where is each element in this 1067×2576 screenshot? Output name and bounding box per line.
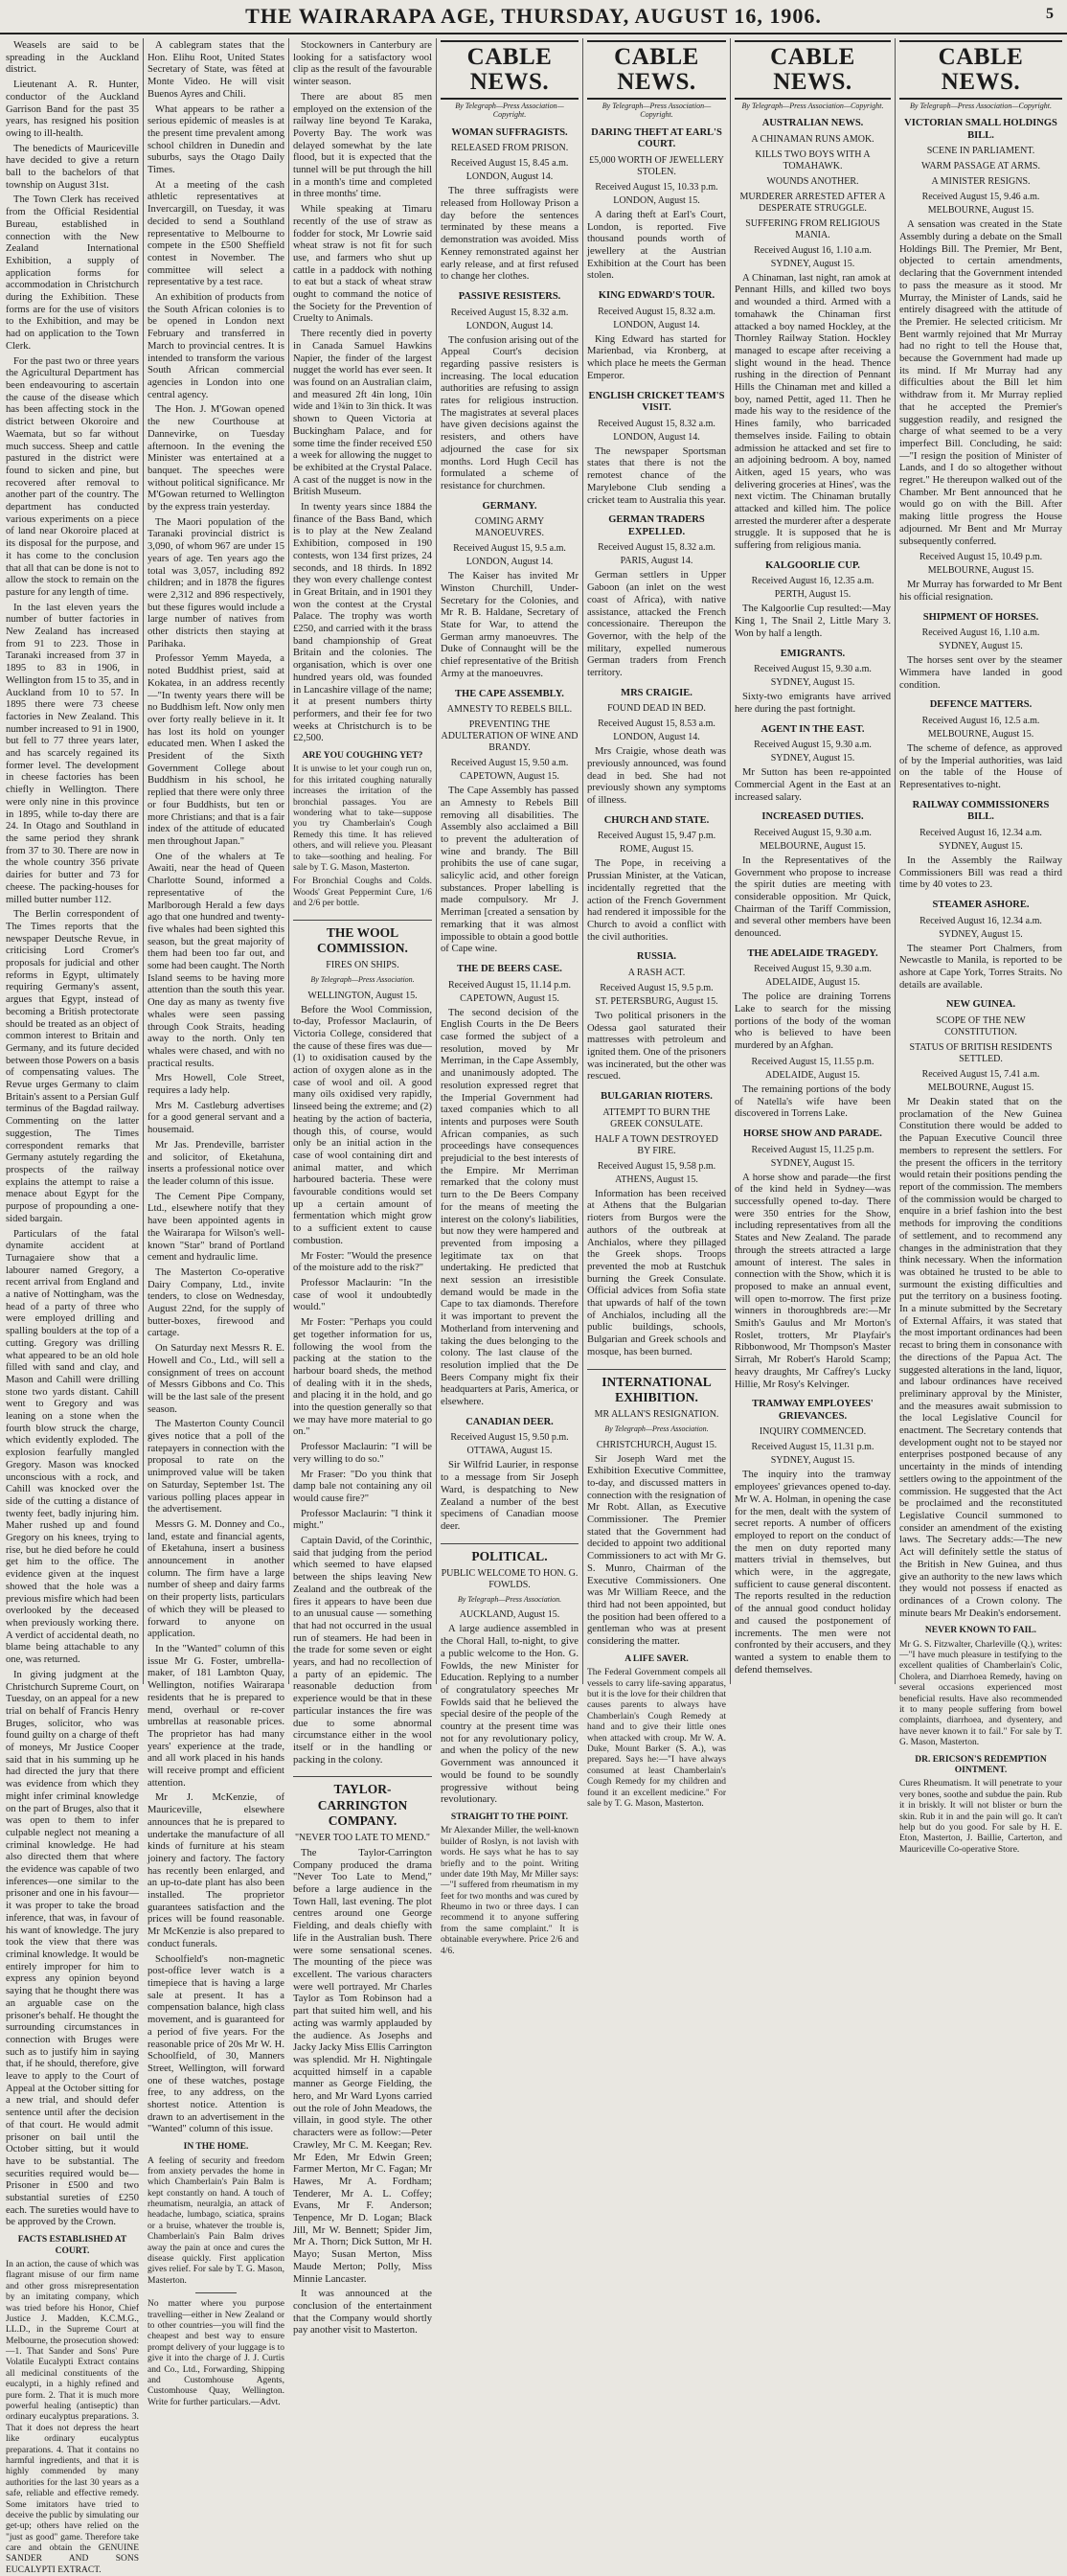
- dateline: MELBOURNE, August 15.: [927, 1083, 1034, 1094]
- byline: By Telegraph—Press Association.: [604, 1424, 709, 1433]
- dateline: ATHENS, August 15.: [615, 1174, 698, 1185]
- subheading: SUFFERING FROM RELIGIOUS MANIA.: [745, 217, 880, 240]
- story-heading: KING EDWARD'S TOUR.: [598, 290, 715, 302]
- received-line: Received August 15, 8.32 a.m.: [598, 306, 715, 317]
- column-3: [293, 40, 432, 2337]
- dateline: LONDON, August 14.: [613, 732, 700, 743]
- advertisement: It is unwise to let your cough run on, for this irritated coughing naturally increases the irritation of the bronchial passages. You are wondering what to take—suppose you try Chamberlain's Cough Remedy this time. It has relieved others, and will relieve you. Pleasant to take—soothing and healing. For sale by T. G. Mason, Masterton.: [293, 764, 432, 873]
- ad-heading: A LIFE SAVER.: [624, 1653, 689, 1664]
- story-heading: THE DE BEERS CASE.: [457, 964, 562, 974]
- paragraph: In giving judgment at the Christchurch Supreme Court, on Tuesday, on an appeal for a new trial on behalf of Francis Henry Bruges, solicitor, who was found guilty on a charge of theft of moneys, Mr Justice Cooper said that in his summing up he had directed the jury that there was evidence from which they might infer criminal knowledge on the part of Bruges, also that it was open to them to infer culpable neglect not meaning a criminal knowledge. He had also directed them that where the evidence was capable of two inferences—one similar to the prisoner and one in his favour—it was proper to take the broad inference, that was, in favour of his want of knowledge. The jury took the view that there was criminal knowledge. It would be entirely improper for him to express any opinion beyond saying that he thought there was an arguable case on the prisoner's behalf. He thought the surrounding circumstances in connection with Bruges were such as to justify him in saying that, if he should, therefore, give leave to apply to the Court of Appeal at the October sitting for a new trial, and should defer sentence until after the decision of that court. He would admit prisoner on bail until the October sitting, but it would have to be substantial. The securities required would be—Prisoner in £500 and two substantial sureties of £250 each. The sureties would have to be approved by the Crown.: [6, 1669, 139, 2228]
- column-5: [587, 40, 726, 1809]
- paragraph: The police are draining Torrens Lake to search for the missing portions of the body of the woman who is believed to have been murdered by an Afghan.: [735, 992, 891, 1052]
- paragraph: A horse show and parade—the first of the kind held in Sydney—was successfully opened to-day. There were 350 entries for the Show, including representatives from all the States and New Zealand. The parade through the streets attracted a large amount of interest. The sales in connection with the Show, which it is proposed to make an annual event, will open to-morrow. The first prize winners in thoroughbreds are:—Mr Smith's Gaulus and Mr Morton's Roslet, trotters, Mr Playfair's Ribbonwood, Mr Thompson's Master Sirrah, Mr Robert's Harold Scamp; heavy draughts, Mr Caffrey's Lucky Hillie, Mr Rosy's Kelvinger.: [735, 1172, 891, 1390]
- dateline: SYDNEY, August 15.: [770, 258, 855, 269]
- cable-news-heading: CABLE NEWS.: [441, 40, 579, 100]
- paragraph: An exhibition of products from the South African colonies is to be opened in London next February and transferred in March to provincial centres. It is intended to transform the various South African commercial agencies in London into one central agency.: [148, 292, 284, 400]
- story-heading: HORSE SHOW AND PARADE.: [743, 1128, 882, 1139]
- story-heading: RUSSIA.: [636, 951, 677, 963]
- subheading: £5,000 WORTH OF JEWELLERY STOLEN.: [589, 154, 724, 177]
- subheading: INQUIRY COMMENCED.: [759, 1426, 867, 1438]
- received-line: Received August 15, 8.32 a.m.: [598, 542, 715, 554]
- section-heading: POLITICAL.: [441, 1543, 579, 1564]
- dateline: CAPETOWN, August 15.: [460, 992, 559, 1004]
- dateline: CHRISTCHURCH, August 15.: [596, 1439, 717, 1450]
- byline: By Telegraph—Press Association—Copyright.: [741, 101, 884, 110]
- received-line: Received August 16, 1.10 a.m.: [754, 244, 872, 256]
- received-line: Received August 15, 8.32 a.m.: [598, 418, 715, 429]
- paragraph: The Berlin correspondent of The Times reports that the newspaper Deutsche Revue, in criticising Lord Cromer's proposals for judicial and other reforms in Egypt, ultimately requiring Germany's assent, argues that Egypt, instead of becoming a British protectorate should be treated as an object of common interest to Britain and Germany, and its future decided between those Powers on a basis of compensating values. The Revue urges Germany to claim Britain's assent to a Persian Gulf terminus of the Bagdad railway. Commenting on the latter suggestion, The Times correspondent remarks that Germany astutely regarding the prospects of the railway explains the attempt to raise a menace about Egypt for the purpose of propounding a one-sided bargain.: [6, 909, 139, 1224]
- subheading: SCOPE OF THE NEW CONSTITUTION.: [936, 1015, 1026, 1038]
- subheading: KILLS TWO BOYS WITH A TOMAHAWK.: [755, 148, 871, 171]
- dateline: SYDNEY, August 15.: [770, 1157, 855, 1169]
- section-heading: INTERNATIONAL EXHIBITION.: [587, 1369, 726, 1405]
- section-heading: TAYLOR-CARRINGTON COMPANY.: [293, 1776, 432, 1829]
- divider: [195, 2292, 237, 2293]
- paragraph: The Cement Pipe Company, Ltd., elsewhere notify that they have been appointed agents in the Wairarapa for Wilson's well-known "Star" brand of Portland cement and hydraulic lime.: [148, 1191, 284, 1264]
- byline: By Telegraph—Press Association—Copyright.: [910, 101, 1052, 110]
- paragraph: The three suffragists were released from Holloway Prison a day before the sentences terminated by these means a demonstration was avoided. Miss Kenney remonstrated against her early release, and at first refused to change her clothes.: [441, 186, 579, 283]
- column-4: [441, 40, 579, 1956]
- story-heading: EMIGRANTS.: [780, 648, 846, 659]
- subheading: PREVENTING THE ADULTERATION OF WINE AND BRANDY.: [441, 719, 579, 754]
- paragraph: Mr Foster: "Perhaps you could get together information for us, following the wool from the packing at the station to the harbour board sheds, the method of dealing with it in the sheds, and placing it in the hold, and go into the question generally so that we may have more material to go on.": [293, 1317, 432, 1438]
- ad-heading: NEVER KNOWN TO FAIL.: [924, 1626, 1037, 1636]
- story-heading: VICTORIAN SMALL HOLDINGS BILL.: [904, 118, 1057, 141]
- subheading: A RASH ACT.: [627, 967, 686, 978]
- ad-heading: ARE YOU COUGHING YET?: [302, 751, 423, 762]
- paragraph: In the Representatives of the Government who propose to increase the spirit duties are meeting with considerable opposition. Mr Quick, Chairman of the Tariff Commission, and several other members have been denounced.: [735, 855, 891, 940]
- column-rule: [436, 38, 437, 1684]
- subheading: STATUS OF BRITISH RESIDENTS SETTLED.: [909, 1042, 1053, 1065]
- subheading: HALF A TOWN DESTROYED BY FIRE.: [595, 1133, 718, 1156]
- received-line: Received August 15, 8.53 a.m.: [598, 718, 715, 730]
- paragraph: For the past two or three years the Agricultural Department has been endeavouring to ascertain the cause of the disease which has been affecting stock in the district between Okoroire and Waemata, but so far without much success. Sheep and cattle pastured in the district were found to sicken and pine, but recovered after removal to another part of the country. The department has conducted various experiments on a piece of land near Okoroire placed at its disposal for the purpose, and it has come to the conclusion that all that can be done is not to allow the stock to remain on the pasture for any length of time.: [6, 355, 139, 598]
- received-line: Received August 15, 9.47 p.m.: [597, 831, 716, 842]
- column-rule: [730, 38, 731, 1684]
- dateline: MELBOURNE, August 15.: [927, 728, 1034, 740]
- story-heading: AUSTRALIAN NEWS.: [761, 118, 864, 129]
- received-line: Received August 15, 9.30 a.m.: [754, 964, 872, 975]
- column-rule: [143, 38, 144, 1684]
- advertisement: Mr Alexander Miller, the well-known builder of Roslyn, is not lavish with words. He says what he has to say briefly and to the point. Writing under date 19th May, Mr Miller says:—"I suffered from rheumatism in my feet for two months and was cured by Rheumo in two or three days. I can recommend it to anyone suffering from the same complaint." It is obtainable everywhere. Price 2/6 and 4/6.: [441, 1826, 579, 1956]
- column-1: [6, 40, 139, 2575]
- story-heading: CANADIAN DEER.: [465, 1416, 554, 1427]
- received-line: Received August 15, 8.32 a.m.: [450, 307, 569, 318]
- dateline: SYDNEY, August 15.: [939, 928, 1023, 940]
- dateline: PARIS, August 14.: [620, 556, 693, 567]
- received-line: Received August 15, 11.25 p.m.: [751, 1144, 874, 1155]
- paragraph: There are about 85 men employed on the extension of the railway line beyond Te Karaka, Poverty Bay. The work was delayed somewhat by the late flood, but it is expected that the tunnel will be put through the hill in a month's time and completed in three months' time.: [293, 91, 432, 200]
- dateline: LONDON, August 15.: [613, 194, 700, 206]
- column-2: [148, 40, 284, 2407]
- subheading: RELEASED FROM PRISON.: [450, 143, 569, 154]
- cable-news-heading: CABLE NEWS.: [587, 40, 726, 100]
- column-rule: [582, 38, 583, 1684]
- dateline: MELBOURNE, August 15.: [927, 565, 1034, 577]
- paragraph: Mrs M. Castleburg advertises for a good general servant and a housemaid.: [148, 1100, 284, 1136]
- paragraph: On Saturday next Messrs R. E. Howell and Co., Ltd., will sell a consignment of trees on account of Messrs Gibbons and Co. This will be the last sale of the present season.: [148, 1343, 284, 1415]
- subheading: MURDERER ARRESTED AFTER A DESPERATE STRUGGLE.: [739, 191, 886, 214]
- paragraph: Mr Murray has forwarded to Mr Bent his official resignation.: [899, 580, 1062, 603]
- paragraph: The steamer Port Chalmers, from Newcastle to Manila, is reported to be ashore at Cape York, Torres Straits. No details are available.: [899, 943, 1062, 991]
- page-number: 5: [1046, 6, 1054, 22]
- story-heading: INCREASED DUTIES.: [761, 811, 864, 823]
- subheading: FOUND DEAD IN BED.: [607, 703, 706, 715]
- story-heading: SHIPMENT OF HORSES.: [922, 611, 1039, 623]
- advertisement: Cures Rheumatism. It will penetrate to your very bones, soothe and subdue the pain. Rub it in briskly. It will not blister or burn the skin. Rub it in and the pain will go. It can't help but do you good. For sale by H. E. Eton, Masterton, J. Baillie, Carterton, and Mauriceville Co-operative Store.: [899, 1779, 1062, 1855]
- subheading: COMING ARMY MANOEUVRES.: [474, 516, 545, 539]
- column-7: [899, 40, 1062, 1855]
- byline: By Telegraph—Press Association—Copyright.: [455, 101, 564, 120]
- ad-heading: FACTS ESTABLISHED AT COURT.: [17, 2235, 127, 2256]
- subheading: FIRES ON SHIPS.: [326, 959, 399, 970]
- dateline: SYDNEY, August 15.: [770, 753, 855, 764]
- received-line: Received August 15, 11.31 p.m.: [751, 1442, 874, 1453]
- paragraph: Mr Foster: "Would the presence of the moisture add to the risk?": [293, 1250, 432, 1274]
- paragraph: The Taylor-Carrington Company produced the drama "Never Too Late to Mend," before a large audience in the Town Hall, last evening. The plot centres around one George Fielding, and deals chiefly with life in the Australian bush. There were some sensational scenes. The mounting of the piece was excellent. The various characters were well portrayed. Mr Charles Taylor as Tom Robinson had a part that suited him well, and his acting was warmly applauded by the audience. As Josephs and Jacky Jacky Miss Ellis Carrington was splendid. Mr H. Nightingale acquitted himself in a capable manner as George Fielding, the hero, and Mr Ward Lyons carried out the role of John Meadows, the villain, in good style. The other characters were as follow:—Peter Crawley, Mr C. M. Keegan; Rev. Mr Eden, Mr Edwin Green; Farmer Merton, Mr C. Fagan; Mr Hawes, Mr A. Fordham; Tenderer, Mr A. L. Coffey; Evans, Mr F. Anderson; Tenpence, Mr D. Logan; Black Jill, Mr W. Bennett; Spider Jim, Mr A. Thorn; Dick Sutton, Mr H. Mayo; Susan Merton, Miss Maude Merton; Polly, Miss Minnie Lancaster.: [293, 1847, 432, 2285]
- dateline: PERTH, August 15.: [774, 589, 851, 601]
- dateline: LONDON, August 14.: [613, 319, 700, 331]
- received-line: Received August 16, 1.10 a.m.: [921, 627, 1040, 639]
- paragraph: In twenty years since 1884 the finance of the Bass Band, which is to play at the New Zealand Exhibition, composed in 190 contests, won 134 first prizes, 24 seconds, and 18 thirds. In 1892 they won every challenge contest in Great Britain, and in 1901 they won the contest at the Crystal Palace. The trophy was worth £250, and carried with it the brass band championship of Great Britain and the colonies. The organisation, which is over one hundred years old, was founded in Lancashire village of the name; it at present numbers thirty performers, and their fee for two weeks at Christchurch is to be £2,500.: [293, 502, 432, 744]
- paragraph: The inquiry into the tramway employees' grievances opened to-day. Mr W. A. Holman, in opening the case for the men, dealt with the system of secret reports. A number of officers employed to report on the conduct of the men on duty reported many matters trivial in themselves, but which were, in the aggregate, sufficient to cause general discontent. The reports resulted in the reduction of the annual good conduct holiday and caused the postponement of increments. The men were not confronted by their accusers, and they wanted a system to enable them to defend themselves.: [735, 1470, 892, 1676]
- story-heading: THE CAPE ASSEMBLY.: [455, 688, 564, 699]
- paragraph: A cablegram states that the Hon. Elihu Root, United States Secretary of State, was fêted at Monte Video. He will visit Buenos Ayres and Chili.: [148, 40, 284, 100]
- received-line: Received August 16, 12.35 a.m.: [751, 576, 874, 587]
- received-line: Received August 16, 12.5 a.m.: [921, 715, 1040, 726]
- advertisement: No matter where you purpose travelling—either in New Zealand or to other countries—you will find the cheapest and best way to ensure prompt delivery of your luggage is to give it into the charge of J. J. Curtis and Co., Ltd., Forwarding, Shipping and Customhouse Agents, Customhouse Quay, Wellington. Write for further particulars.—Advt.: [148, 2299, 284, 2407]
- column-rule: [288, 38, 289, 1684]
- paragraph: The newspaper Sportsman states that there is not the remotest chance of the Marylebone Club sending a cricket team to Australia this year.: [587, 445, 726, 506]
- paragraph: The Hon. J. M'Gowan opened the new Courthouse at Dannevirke, on Tuesday afternoon. In the evening the Minister was entertained at a banquet. The speeches were without political significance. Mr M'Gowan returned to Wellington by the express train yesterday.: [148, 404, 284, 513]
- cable-news-heading: CABLE NEWS.: [899, 40, 1062, 100]
- dateline: CAPETOWN, August 15.: [460, 771, 559, 783]
- paragraph: A daring theft at Earl's Court, London, is reported. Five thousand pounds worth of jewellery at the Austrian Exhibition at the Court has been stolen.: [587, 209, 726, 282]
- column-6: [735, 40, 891, 1684]
- paragraph: The scheme of defence, as approved of by the Imperial authorities, was laid on the table of the House of Representatives to-night.: [899, 742, 1062, 791]
- subheading: PUBLIC WELCOME TO HON. G. FOWLDS.: [441, 1567, 579, 1590]
- paragraph: Professor Maclaurin: "I will be very willing to do so.": [293, 1442, 432, 1465]
- paragraph: The Cape Assembly has passed an Amnesty to Rebels Bill removing all disabilities. The Assembly also acclaimed a Bill to prevent the adulteration of wine and brandy. The Bill prohibits the use of cane sugar, salicylic acid, and other foreign substances. Proper labelling is made compulsory. Mr J. Merriman [created a sensation by remarking that it was almost impossible to obtain a good bottle of Cape wine.: [441, 786, 579, 955]
- paragraph: What appears to be rather a serious epidemic of measles is at the present time prevalent among school children in Dunedin and suburbs, says the Otago Daily Times.: [148, 103, 284, 176]
- dateline: OTTAWA, August 15.: [466, 1446, 553, 1457]
- dateline: SYDNEY, August 15.: [770, 677, 855, 689]
- story-heading: THE ADELAIDE TRAGEDY.: [747, 947, 878, 959]
- paragraph: Information has been received at Athens that the Bulgarian rioters from Burgos were the authors of the outbreak at Anchialos, where they pillaged the Greek shops. Troops prevented the mob at Rustchuk burning the Greek Consulate. Official advices from Sofia state that upwards of half of the town of Anchialos, including all the public buildings, schools, Bulgarian and Greek schools and mosque, has been burned.: [587, 1188, 726, 1357]
- ad-heading: DR. ERICSON'S REDEMPTION OINTMENT.: [915, 1754, 1047, 1775]
- byline: By Telegraph—Press Association.: [310, 974, 415, 984]
- received-line: Received August 15, 11.14 p.m.: [448, 979, 571, 991]
- received-line: Received August 15, 9.30 a.m.: [754, 664, 872, 675]
- story-heading: TRAMWAY EMPLOYEES' GRIEVANCES.: [752, 1399, 874, 1422]
- dateline: LONDON, August 14.: [465, 557, 554, 568]
- subheading: "NEVER TOO LATE TO MEND.": [294, 1832, 431, 1843]
- paragraph: The remaining portions of the body of Natella's wife have been discovered in Torrens Lake.: [735, 1083, 891, 1120]
- received-line: Received August 15, 11.55 p.m.: [751, 1056, 874, 1067]
- dateline: ADELAIDE, August 15.: [765, 977, 860, 989]
- paragraph: Professor Maclaurin: "In the case of wool it undoubtedly would.": [293, 1277, 432, 1313]
- story-heading: ENGLISH CRICKET TEAM'S VISIT.: [588, 390, 725, 414]
- paragraph: One of the whalers at Te Awaiti, near the head of Queen Charlotte Sound, informed a representative of the Marlborough Herald a few days ago that one hundred and twenty-five whales had been sighted this season, but the great majority of them had been too far out, and some had been caught. The North Island seems to be having more attention than the south this year. One day as many as twenty five whales were seen passing through Cook Straits, heading away to the north. Only ten whales were chased, and with no practical results.: [148, 851, 284, 1069]
- paragraph: Mr Jas. Prendeville, barrister and solicitor, of Eketahuna, inserts a professional notice over the leader column of this issue.: [148, 1139, 284, 1187]
- received-line: Received August 15, 9.5 a.m.: [453, 543, 566, 555]
- dateline: SYDNEY, August 15.: [770, 1455, 855, 1467]
- paragraph: At a meeting of the cash athletic representatives at Invercargill, on Tuesday, it was decided to send a Southland representative to Melbourne to compete in the £500 Sheffield contest in November. The committee will select a representative by a test race.: [148, 179, 284, 288]
- cable-news-heading: CABLE NEWS.: [735, 40, 891, 100]
- story-heading: STEAMER ASHORE.: [932, 900, 1030, 911]
- paragraph: Lieutenant A. R. Hunter, conductor of the Auckland Garrison Band for the past 35 years, has resigned his position owing to ill-health.: [6, 80, 139, 139]
- story-heading: DEFENCE MATTERS.: [929, 699, 1033, 711]
- story-heading: PASSIVE RESISTERS.: [458, 290, 561, 302]
- paragraph: Mrs Craigie, whose death was previously announced, was found dead in bed. She had not previously shown any symptoms of illness.: [587, 746, 726, 807]
- byline: By Telegraph—Press Association—Copyright.: [602, 101, 712, 120]
- dateline: SYDNEY, August 15.: [939, 641, 1023, 652]
- paragraph: There recently died in poverty in Canada Samuel Hawkins Napier, the finder of the largest nugget the world has ever seen. It was found on an Australian claim, and measured 2ft 4in long, 10in wide and 1¾in to 3in thick. It was shown to Queen Victoria at Buckingham Palace, and for some time the finder received £50 a week for allowing the nugget to be exhibited at the Crystal Palace. A cast of the nugget is now in the British Museum.: [293, 329, 432, 498]
- paragraph: It was announced at the conclusion of the entertainment that the Company would shortly pay another visit to Masterton.: [293, 2289, 432, 2337]
- paragraph: The benedicts of Mauriceville have decided to give a return ball to the bachelors of that township on August 31st.: [6, 143, 139, 191]
- story-heading: CHURCH AND STATE.: [603, 814, 710, 826]
- paragraph: Mrs Howell, Cole Street, requires a lady help.: [148, 1073, 284, 1097]
- received-line: Received August 15, 9.46 a.m.: [921, 192, 1040, 203]
- dateline: ST. PETERSBURG, August 15.: [595, 995, 718, 1007]
- paragraph: Professor Yemm Mayeda, a noted Buddhist priest, said at Kokatea, in an address recently—"In twenty years there will be no Buddhism left. Now only men over forty really believe in it. It has lost its hold on younger educated men. When I asked the President of the Sixth Government College about Buddhism in his school, he replied that there were only three or four Buddhists, but ten or more Christians; and that is a fair index of the attitude of educated men throughout Japan.": [148, 653, 284, 847]
- paragraph: In the Assembly the Railway Commissioners Bill was read a third time by 40 votes to 23.: [899, 855, 1062, 891]
- story-heading: GERMAN TRADERS EXPELLED.: [608, 514, 705, 537]
- paragraph: Weasels are said to be spreading in the Auckland district.: [6, 40, 139, 76]
- received-line: Received August 15, 8.45 a.m.: [450, 158, 569, 170]
- story-heading: BULGARIAN RIOTERS.: [601, 1091, 713, 1103]
- paragraph: Two political prisoners in the Odessa gaol saturated their mattresses with petroleum and ignited them. One of the prisoners was incinerated, but the other was rescued.: [587, 1010, 726, 1083]
- dateline: ROME, August 15.: [619, 844, 694, 855]
- advertisement: In an action, the cause of which was flagrant misuse of our firm name and other gross misrepresentation by an imitating company, which was tried before his Honor, Chief Justice J. Madden, K.C.M.G., LL.D., in the Supreme Court at Melbourne, the prosecution showed:—1. That Sander and Sons' Pure Volatile Eucalypti Extract contains all medicinal constituents of the eucalypti, in a highly refined and pure form. 2. That it is much more powerful healing (antiseptic) than ordinary eucalyptus preparations. 3. That it does not depress the heart like ordinary eucalyptus preparations. 4. That it contains no harmful ingredients, and that it is highly commended by many authorities for the last 30 years as a safe, reliable and effective remedy. Some imitators have tried to deceive the public by simulating our get-up; others have relied on the "just as good" game. Therefore take care and obtain the GENUINE SANDER AND SONS EUCALYPTI EXTRACT.: [6, 2259, 139, 2575]
- paragraph: A sensation was created in the State Assembly during a debate on the Small Holdings Bill. The Premier, Mr Bent, objected to certain amendments, declaring that the Government intended to pass the measure as it stood. Mr Murray, the Minister of Lands, said he entirely disagreed with the attitude of the Premier. He selected criticism. Mr Bent warmly rejoined that Mr Murray had no right to tell the House that, because the Government had made up its mind. If Mr Murray had any difficulties about the Bill let him withdraw from it. Mr Murray replied that he accepted the Premier's suggestion readily, and resigned the charge of what seemed to be a very imperfect Bill. Concluding, he said:—"I resign the position of Minister of Lands, and I do so altogether without regret." He thereupon walked out of the Chamber. Mr Bent announced that he would go on with the Bill. After making little progress the House adjourned. Mr Bent and Mr Murray subsequently conferred.: [899, 219, 1062, 547]
- story-heading: DARING THEFT AT EARL'S COURT.: [591, 126, 722, 150]
- paragraph: Sir Joseph Ward met the Exhibition Executive Committee, to-day, and discussed matters in connection with the resignation of Mr Robt. Allan, as Executive Commissioner. The Premier stated that the Government had decided to appoint two additional Commissioners to act with Mr G. S. Munro, Chairman of the Executive Commissioners. One was Mr William Reece, and the third had not been appointed, but the position had been offered to a gentleman who was at present considering the matter.: [587, 1453, 726, 1648]
- received-line: Received August 15, 9.30 a.m.: [754, 827, 872, 838]
- dateline: MELBOURNE, August 15.: [760, 840, 866, 852]
- story-heading: GERMANY.: [482, 500, 537, 512]
- paragraph: The Pope, in receiving a Prussian Minister, at the Vatican, incidentally regretted that the action of the French Government had rendered it impossible for the Church to avoid a conflict with the civil authorities.: [587, 858, 726, 943]
- paragraph: In the last eleven years the number of butter factories in New Zealand has increased from 91 to 223. Those in Taranaki increased from 37 in 1895 to 83 in 1906, in Wellington from 15 to 35, and in Auckland from 10 to 57. In 1895 there were 73 cheese factories in New Zealand. This number increased to 91 in 1900, but fell to 77 three years later, and has scarcely regained its former level. The development in cheese factories has been chiefly in Wellington. There were only nine in this province in 1895, while to-day there are 24. In Otago and Southland in the same period they shrank from 37 to 30. There are now in the whole country 356 private dairies for butter and 73 for cheese. The packing-houses for milled butter number 112.: [6, 602, 139, 905]
- received-line: Received August 16, 12.34 a.m.: [919, 915, 1042, 926]
- advertisement: A feeling of security and freedom from anxiety pervades the home in which Chamberlain's Pain Balm is kept constantly on hand. A touch of rheumatism, neuralgia, an attack of headache, lumbago, sciatica, sprains or a bruise, whatever the trouble is, Chamberlain's Pain Balm drives away the pain at once and cures the disease quickly. First application gives relief. For sale by T. G. Mason, Masterton.: [148, 2155, 284, 2286]
- story-heading: AGENT IN THE EAST.: [761, 723, 865, 735]
- received-line: Received August 15, 9.5 p.m.: [600, 982, 714, 993]
- advertisement: Mr G. S. Fitzwalter, Charleville (Q.), writes:—"I have much pleasure in testifying to the excellent qualities of Chamberlain's Colic, Cholera, and Diarrhoea Remedy, having on several occasions experienced most beneficial results. Have also recommended it to many people suffering from bowel complaints, diarrhoea, and dysentery, and have never known it to fail." For sale by T. G. Mason, Masterton.: [899, 1639, 1062, 1748]
- paragraph: A Chinaman, last night, ran amok at Pennant Hills, and killed two boys and wounded a third. Armed with a tomahawk the Chinaman first attacked a boy named Hockley, at the Thornley Railway Station. Hockley managed to escape after receiving a slight wound in the head. Thence rushing in the direction of Pennant Hills the Chinaman met and killed a boy, named Pettit, aged 11. Then he made his way to the residence of the Hines family, who barricaded themselves inside. Failing to obtain admission he attacked and set fire to an adjoining bedroom. A boy, named Aitken, aged 15 years, who was delivering groceries at Hines', was the next victim. The Chinaman brutally attacked and killed him. The police arrested the murderer after a desperate struggle. It is supposed that he is suffering from religious mania.: [735, 272, 891, 552]
- received-line: Received August 15, 10.49 p.m.: [919, 552, 1043, 563]
- ad-heading: IN THE HOME.: [183, 2142, 249, 2153]
- received-line: Received August 15, 7.41 a.m.: [921, 1069, 1040, 1081]
- subheading: WOUNDS ANOTHER.: [766, 175, 859, 187]
- subheading: A MINISTER RESIGNS.: [931, 176, 1031, 188]
- paragraph: The Masterton County Council gives notice that a poll of the ratepayers in connection with the proposal to rate on the unimproved value will be taken on Saturday, September 1st. The various polling places appear in the advertisement.: [148, 1419, 284, 1516]
- masthead: [0, 0, 1067, 34]
- paragraph: The second decision of the English Courts in the De Beers case formed the subject of a resolution, moved by Mr Merriman, in the Cape Assembly, and unanimously adopted. The resolution expressed regret that the Imperial Government had taxed companies which to all intents and purposes were South African companies, as such proceedings have consequences prejudicial to the best interests of the Empire. Mr Merriman remarked that the colony must turn to the De Beers Company for the means of meeting the interest on the colony's liabilities, but now they were hampered and prevented from imposing a legitimate tax on that undertaking. He predicted that next session an irresistible demand would be made in the Cape to tax diamonds. Therefore it was important to prevent the Motherland from intervening and taking the dues belonging to the colony. The last clause of the resolution implied that the De Beers Company might fix their headquarters at Paris, America, or elsewhere.: [441, 1007, 579, 1408]
- paragraph: Captain David, of the Corinthic, said that judging from the period which seemed to have elapsed between the ships leaving New Zealand and the outbreak of the fires it appears to have been due to an unusual cause — something that had not occurred in the usual run of steamers. He had been in the trade for some seven or eight years, and had no recollection of a party of an epidemic. The reasonable deduction from experience would be that in these particular instances the fire was due to some abnormal circumstance either in the wool itself or in the handling or packing in the colony.: [293, 1536, 432, 1766]
- paragraph: In the "Wanted" column of this issue Mr G. Foster, umbrella-maker, of 181 Lambton Quay, Wellington, notifies Wairarapa residents that he is prepared to mend, overhaul or re-cover umbrellas at reasonable prices. The proprietor has had many years' experience at the trade, and all work placed in his hands will receive prompt and efficient attention.: [148, 1644, 284, 1789]
- subheading: MR ALLAN'S RESIGNATION.: [594, 1408, 719, 1420]
- subheading: AMNESTY TO REBELS BILL.: [446, 704, 573, 716]
- received-line: Received August 15, 9.50 a.m.: [450, 758, 569, 769]
- paragraph: Stockowners in Canterbury are looking for a satisfactory wool clip as the result of the favourable winter season.: [293, 40, 432, 88]
- received-line: Received August 15, 10.33 p.m.: [595, 181, 718, 193]
- dateline: MELBOURNE, August 15.: [927, 205, 1034, 217]
- paragraph: Sixty-two emigrants have arrived here during the past fortnight.: [735, 692, 891, 715]
- paragraph: Messrs G. M. Donney and Co., land, estate and financial agents, of Eketahuna, insert a business announcement in another column. The firm have a large number of sheep and dairy farms on their property lists, particulars of which they will be pleased to forward to anyone on application.: [148, 1518, 284, 1640]
- paragraph: While speaking at Timaru recently of the use of straw as fodder for stock, Mr Lowrie said wheat straw is not fit for such use, and farmers who shut up cattle in a paddock with nothing to eat but a stack of wheat straw ought to command the notice of the Society for the Prevention of Cruelty to Animals.: [293, 204, 432, 325]
- paragraph: The Kalgoorlie Cup resulted:—May King 1, The Snail 2, Little Mary 3. Won by half a length.: [735, 604, 891, 639]
- dateline: LONDON, August 14.: [465, 171, 554, 183]
- ad-heading: STRAIGHT TO THE POINT.: [450, 1812, 569, 1822]
- paragraph: Professor Maclaurin: "I think it might.": [293, 1508, 432, 1532]
- received-line: Received August 15, 9.30 a.m.: [754, 740, 872, 751]
- subheading: SCENE IN PARLIAMENT.: [926, 146, 1035, 157]
- dateline: AUCKLAND, August 15.: [459, 1609, 560, 1621]
- paragraph: Particulars of the fatal dynamite accident at Turnagaiere show that a labourer named Gregory, a recent arrival from England and a native of Nottingham, was the head of a party of three who were employed drilling and spalling boulders at the top of a cutting. Gregory was drilling what appeared to be an old hole filled with sand and clay, and Mason and Cahill were drilling stone two yards distant. Cahill went to Gregory and was leaning on a stone when the fourth blow struck the charge, which evidently exploded. The explosion fearfully mangled Gregory. Mason was knocked unconscious with a rock, and Cahill was knocked over the side of the cutting a distance of twenty feet, badly injuring him. Maher rushed up and found Gregory on his knees, trying to rise, but he died before he could get him to the office. The evidence given at the inquest showed that the hole was a previous misfire which had been overlooked by the deceased when previously working there. A verdict of accidental death, no blame being attachable to any one, was returned.: [6, 1228, 139, 1666]
- section-heading: THE WOOL COMMISSION.: [293, 920, 432, 956]
- paragraph: The Town Clerk has received from the Official Residential Bureau, established in connection with the New Zealand International Exhibition, a supply of application forms for accommodation in Christchurch during the Exhibition. These forms are for the use of visitors to the Exhibition, and may be had on application to the Town Clerk.: [6, 194, 139, 352]
- dateline: LONDON, August 14.: [613, 431, 700, 443]
- paragraph: The confusion arising out of the Appeal Court's decision regarding passive resisters is increasing. The local education authorities are refusing to assign rates for religious instruction. The magistrates at several places have given decisions against the resisters, and others have adjourned the case for six months. Lord Hugh Cecil has formulated a scheme of resistance for churchmen.: [441, 334, 579, 491]
- paragraph: Sir Wilfrid Laurier, in response to a message from Sir Joseph Ward, is despatching to New Zealand a number of the best specimens of Canadian moose deer.: [441, 1460, 579, 1532]
- paragraph: The Maori population of the Taranaki provincial district is 3,090, of whom 967 are under 15 years of age. Ten years ago the total was 3,057, including 892 children; and in 1878 the figures were 2,312 and 896 respectively, but these figures would include a large number of natives from other districts then staying at Parihaka.: [148, 516, 284, 650]
- subheading: WARM PASSAGE AT ARMS.: [921, 161, 1040, 172]
- paragraph: German settlers in Upper Gaboon (an inlet on the west coast of Africa), with native assistance, attacked the French concessionaire. Thereupon the Governor, with the help of the military, expelled numerous German traders from French territory.: [587, 570, 726, 679]
- dateline: LONDON, August 14.: [465, 320, 554, 331]
- paragraph: Mr Fraser: "Do you think that damp bale not containing any oil would cause fire?": [293, 1469, 432, 1504]
- paragraph: King Edward has started for Marienbad, via Kronberg, at which place he meets the German Emperor.: [587, 333, 726, 381]
- received-line: Received August 16, 12.34 a.m.: [919, 827, 1042, 838]
- dateline: ADELAIDE, August 15.: [765, 1069, 860, 1081]
- story-heading: KALGOORLIE CUP.: [765, 559, 860, 571]
- advertisement: The Federal Government compels all vessels to carry life-saving apparatus, but it is the love for their children that causes parents to always have Chamberlain's Cough Remedy at hand and to give their little ones when attacked with croup. Mr W. A. Duke, Mount Barker (S. A.), was prepared. Says he:—"I have always consumed at least Chamberlain's Cough Remedy for my children and found it an excellent medicine." For sale by T. G. Mason, Masterton.: [587, 1668, 726, 1809]
- dateline: SYDNEY, August 15.: [939, 840, 1023, 852]
- story-heading: RAILWAY COMMISSIONERS BILL.: [912, 799, 1050, 823]
- paragraph: Schoolfield's non-magnetic post-office lever watch is a timepiece that is having a large sale at present. It has a compensation balance, high class movement, and is guaranteed for a period of five years. For the reasonable price of 20s Mr W. H. Schoolfield, of 30, Manners Street, Wellington, will forward one of these watches, postage free, to any address, on the shortest notice. Attention is drawn to an advertisement in the "Wanted" column of this issue.: [148, 1953, 284, 2135]
- subheading: ATTEMPT TO BURN THE GREEK CONSULATE.: [602, 1106, 711, 1129]
- advertisement: For Bronchial Coughs and Colds. Woods' Great Peppermint Cure, 1/6 and 2/6 per bottle.: [293, 877, 432, 909]
- paragraph: Mr J. McKenzie, of Mauriceville, elsewhere announces that he is prepared to undertake the manufacture of all kinds of furniture at his steam joinery and factory. The factory has recently been enlarged, and an up-to-date plant has also been installed. The proprietor guarantees satisfaction and the prices will be found reasonable. Mr McKenzie is also prepared to conduct funerals.: [148, 1792, 284, 1949]
- paragraph: The Kaiser has invited Mr Winston Churchill, Under-Secretary for the Colonies, and Mr R. B. Haldane, Secretary of State for War, to attend the German army manoeuvres. The Duke of Connaught will be the chief representative of the British Army at the manoeuvres.: [441, 571, 579, 679]
- paragraph: Before the Wool Commission, to-day, Professor Maclaurin, of Victoria College, considered that the cause of these fires was due—(1) to oxidisation caused by the action of oxygen alone as in the case of wool and oil. A good many oils oxidised very rapidly, linseed being the extreme; and (2) heating by the action of bacteria, though this, of course, would only be an initial action in the case of wool containing dirt and animal matter, and which harboured bacteria. These were favourable conditions would set up a certain amount of fermentation which might grow to a sufficient extent to cause combustion.: [293, 1004, 432, 1246]
- paragraph: Mr Deakin stated that on the proclamation of the New Guinea Constitution there would be added to the Papuan Executive Council three members to represent the settlers. For the present the officers in the territory would retain their positions pending the report of the commission. The members of the commission would be charged to enquire in a brief fashion into the best methods for improving the conditions of settlement, and to recommend any changes in the administration that they think necessary. When the information was obtained he trusted to be able to surmount the existing difficulties and put the territory on a business footing. In a minute submitted by the Secretary of External Affairs, it was stated that the most important ordinances had been recast to bring them in consonance with the directions of the Papua Act. The suggested alterations in the land, liquor, and labour ordinances have received preliminary approval by the Minister, and the measures await submission to the local Legislative Council for enactment. The Secretary contends that development ought not to be stayed nor enterprises postponed because of any uncertainty in the minds of intending settlers owing to the appointment of the commission. He suggested that the Act be proclaimed and the reconstituted Legislative Council summoned to consider an amendment of the existing laws. The Secretary adds:—The new Act will definitely settle the status of the British in New Guinea, and thus give an authority to the new laws which they would not possess if enacted as ordinances of a Crown colony. The minute bears Mr Deakin's endorsement.: [899, 1097, 1062, 1619]
- masthead-title: THE WAIRARAPA AGE, THURSDAY, AUGUST 16, 1906.: [245, 4, 822, 28]
- paragraph: The Masterton Co-operative Dairy Company, Ltd., invite tenders, to close on Wednesday, August 22nd, for the supply of butter-boxes, firewood and cartage.: [148, 1266, 284, 1339]
- paragraph: Mr Sutton has been re-appointed Commercial Agent in the East at an increased salary.: [735, 767, 891, 803]
- received-line: Received August 15, 9.58 p.m.: [597, 1160, 716, 1172]
- column-rule: [895, 38, 896, 1684]
- story-heading: WOMAN SUFFRAGISTS.: [451, 126, 568, 138]
- subheading: A CHINAMAN RUNS AMOK.: [751, 133, 874, 145]
- byline: By Telegraph—Press Association.: [457, 1594, 562, 1604]
- story-heading: NEW GUINEA.: [945, 999, 1016, 1011]
- received-line: Received August 15, 9.50 p.m.: [450, 1432, 569, 1444]
- paragraph: A large audience assembled in the Choral Hall, to-night, to give a public welcome to the Hon. G. Fowlds, the new Minister for Education. Replying to a number of congratulatory speeches Mr Fowlds said that he believed the special desire of the people of the country at the present time was not for any revolutionary policy, and when the policy of the new Government was announced it would be found to be soundly progressive without being revolutionary.: [441, 1624, 579, 1806]
- story-heading: MRS CRAIGIE.: [621, 687, 692, 698]
- paragraph: The horses sent over by the steamer Wimmera have landed in good condition.: [899, 655, 1062, 691]
- dateline: WELLINGTON, August 15.: [307, 990, 418, 1001]
